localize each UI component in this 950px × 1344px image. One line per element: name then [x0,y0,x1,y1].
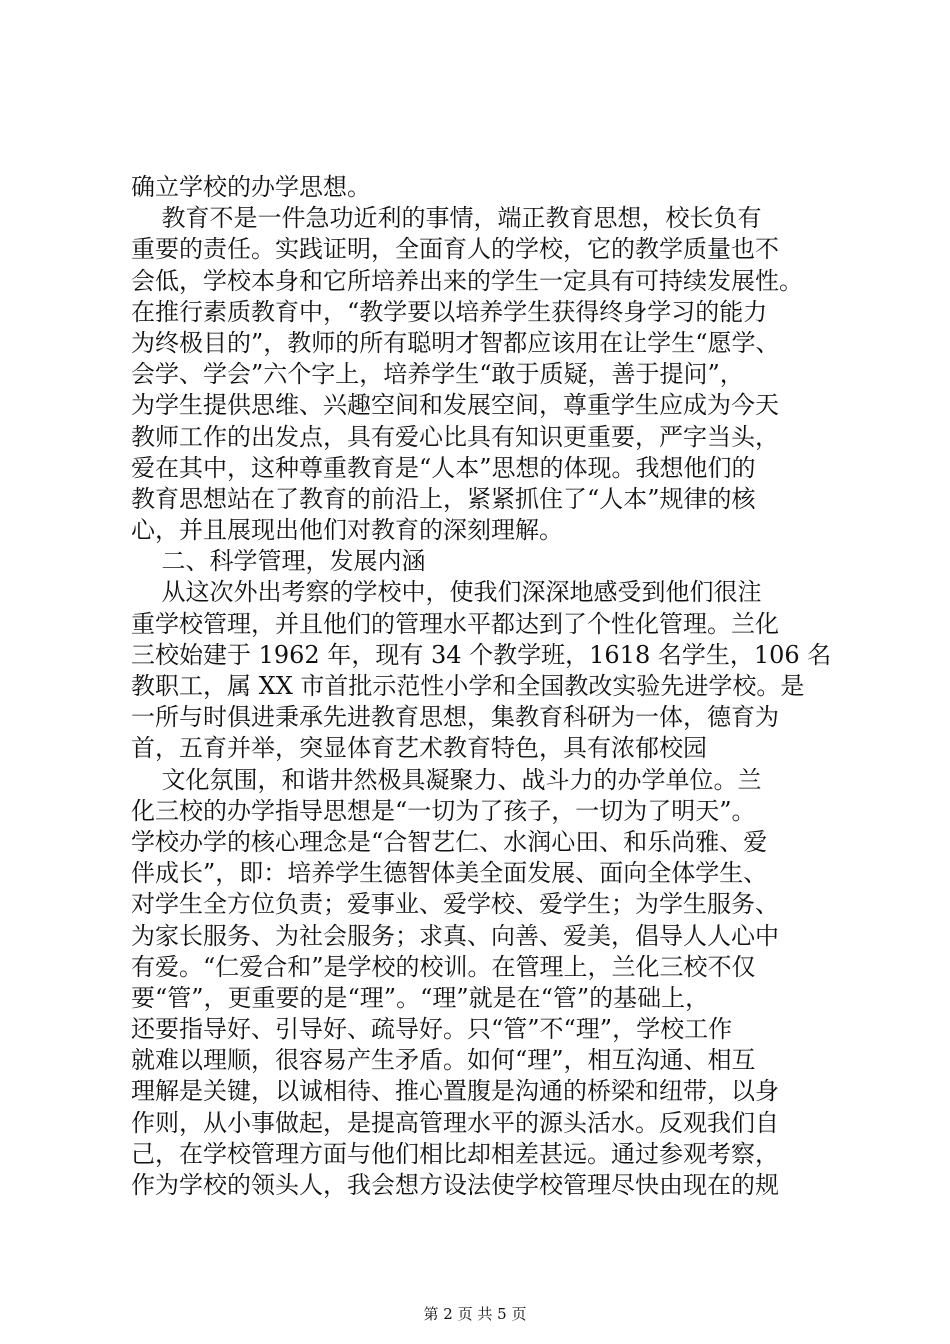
document-body [131,172,831,1201]
text-line: 爱在其中，这种尊重教育是“人本”思想的体现。我想他们的 [131,453,756,482]
text-line: 学校办学的核心理念是“合智艺仁、水润心田、和乐尚雅、爱 [131,827,768,856]
text-line: 己，在学校管理方面与他们相比却相差甚远。通过参观考察， [131,1139,779,1168]
text-line: 文化氛围，和谐井然极具凝聚力、战斗力的办学单位。兰 [131,765,762,794]
section-heading: 二、科学管理，发展内涵 [131,547,426,576]
text-line: 教育不是一件急功近利的事情，端正教育思想，校长负有 [131,204,762,233]
text-line: 从这次外出考察的学校中，使我们深深地感受到他们很注 [131,578,762,607]
text-line: 对学生全方位负责；爱事业、爱学校、爱学生；为学生服务、 [131,890,779,919]
text-line: 作则，从小事做起，是提高管理水平的源头活水。反观我们自 [131,1108,779,1137]
text-line: 三校始建于 1962 年，现有 34 个教学班，1618 名学生，106 名 [131,640,832,669]
text-line: 有爱。“仁爱合和”是学校的校训。在管理上，兰化三校不仅 [131,952,756,981]
text-line: 重要的责任。实践证明，全面育人的学校，它的教学质量也不 [131,235,779,264]
text-line: 要“管”，更重要的是“理”。“理”就是在“管”的基础上， [131,983,710,1012]
page-number-label: 第 2 页 共 5 页 [423,1305,527,1323]
text-line: 就难以理顺，很容易产生矛盾。如何“理”，相互沟通、相互 [131,1046,756,1075]
text-line: 一所与时俱进秉承先进教育思想，集教育科研为一体，德育为 [131,703,779,732]
text-line: 在推行素质教育中，“教学要以培养学生获得终身学习的能力 [131,297,768,326]
text-line: 理解是关键，以诚相待、推心置腹是沟通的桥梁和纽带，以身 [131,1077,779,1106]
text-line: 教师工作的出发点，具有爱心比具有知识更重要，严字当头， [131,422,779,451]
text-line: 首，五育并举，突显体育艺术教育特色，具有浓郁校园 [131,734,707,763]
text-line: 为终极目的”，教师的所有聪明才智都应该用在让学生“愿学、 [131,328,780,357]
text-line: 化三校的办学指导思想是“一切为了孩子，一切为了明天”。 [131,796,756,825]
text-line: 为家长服务、为社会服务；求真、向善、爱美，倡导人人心中 [131,921,779,950]
text-line: 重学校管理，并且他们的管理水平都达到了个性化管理。兰化 [131,609,779,638]
text-line: 还要指导好、引导好、疏导好。只“管”不“理”，学校工作 [131,1015,733,1044]
text-line: 确立学校的办学思想。 [131,173,371,201]
text-line: 作为学校的领头人，我会想方设法使学校管理尽快由现在的规 [131,1171,779,1199]
text-line: 会低，学校本身和它所培养出来的学生一定具有可持续发展性。 [131,266,803,295]
text-line: 会学、学会”六个字上，培养学生“敢于质疑，善于提问”， [131,360,744,389]
page-footer [0,1303,950,1324]
text-line: 为学生提供思维、兴趣空间和发展空间，尊重学生应成为今天 [131,391,779,420]
text-line: 教育思想站在了教育的前沿上，紧紧抓住了“人本”规律的核 [131,484,756,513]
text-line: 伴成长”，即：培养学生德智体美全面发展、面向全体学生、 [131,859,768,888]
text-line: 心，并且展现出他们对教育的深刻理解。 [131,516,563,545]
text-line: 教职工，属 XX 市首批示范性小学和全国教改实验先进学校。是 [131,672,805,700]
